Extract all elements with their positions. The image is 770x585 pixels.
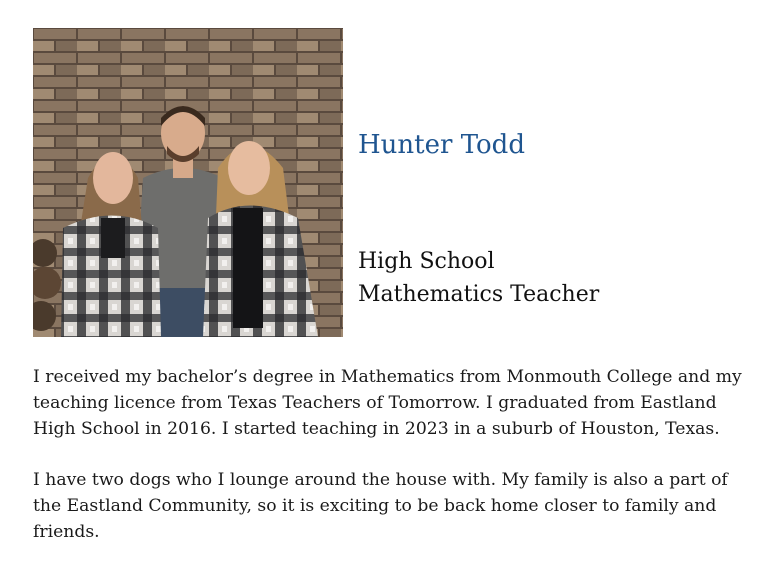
profile-photo (33, 28, 343, 337)
bio-paragraph-personal: I have two dogs who I lounge around the house with. My family is also a part of the Eastland Community, so it is exciting to be back home closer to family and friends. (33, 470, 728, 542)
role-line-1: High School (358, 249, 495, 274)
role-line-2: Mathematics Teacher (358, 282, 600, 307)
teacher-name: Hunter Todd (358, 130, 525, 160)
teacher-role (358, 245, 599, 311)
bio-paragraph-education: I received my bachelor’s degree in Mathematics from Monmouth College and my teaching licence from Texas Teachers of Tomorrow. I graduated from Eastland High School in 2016. I started teaching in 2023 in a suburb of Houston, Texas. (33, 367, 742, 439)
